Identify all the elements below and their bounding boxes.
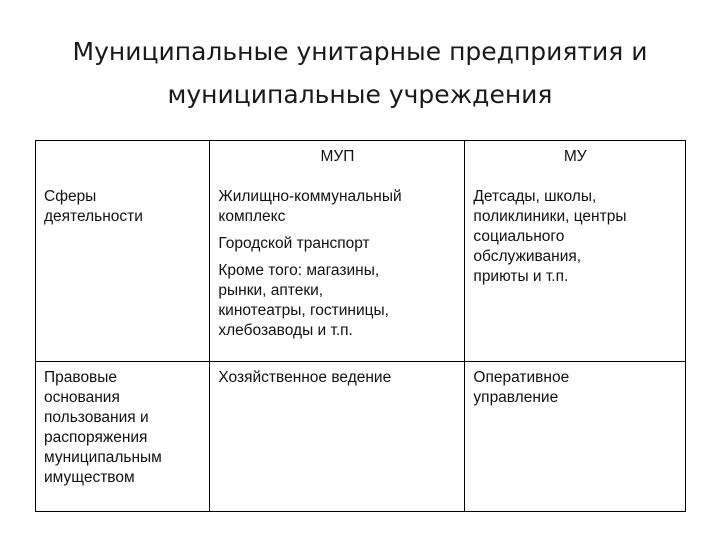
cell-line: комплекс (218, 208, 286, 225)
page-title-line-1: Муниципальные унитарные предприятия и (72, 37, 648, 66)
comparison-table (35, 140, 686, 512)
table-cell-activity-label (36, 141, 210, 362)
row-label-line: муниципальным (44, 449, 162, 466)
cell-line: Жилищно-коммунальный (218, 188, 402, 205)
column-header-mup: МУП (320, 148, 355, 165)
cell-paragraph (218, 261, 456, 341)
cell-line: кинотеатры, гостиницы, (218, 302, 389, 319)
cell-line: поликлиники, центры (473, 208, 627, 225)
cell-paragraph (218, 234, 456, 254)
cell-line: Детсады, школы, (473, 188, 597, 205)
cell-line: обслуживания, (473, 248, 582, 265)
cell-line: социального (473, 228, 565, 245)
row-label-line: деятельности (44, 208, 143, 225)
table-cell-legal-mu (465, 362, 686, 512)
cell-line: Хозяйственное ведение (218, 369, 392, 386)
row-label-line: пользования и (44, 409, 149, 426)
cell-paragraph (218, 187, 456, 227)
table-cell-activity-mup (210, 141, 465, 362)
cell-line: хлебозаводы и т.п. (218, 322, 353, 339)
page-title (20, 30, 700, 116)
cell-line: приюты и т.п. (473, 268, 569, 285)
row-label-line: Сферы (44, 188, 97, 205)
cell-line: Кроме того: магазины, (218, 262, 380, 279)
cell-line: рынки, аптеки, (218, 282, 324, 299)
row-label-line: Правовые (44, 369, 118, 386)
cell-line: управление (473, 389, 559, 406)
cell-line: Оперативное (473, 369, 570, 386)
table-cell-activity-mu (465, 141, 686, 362)
page-title-line-2: муниципальные учреждения (167, 80, 553, 109)
table-row (36, 141, 686, 362)
table-row (36, 362, 686, 512)
table-cell-legal-mup (210, 362, 465, 512)
cell-line: Городской транспорт (218, 235, 370, 252)
row-label-line: распоряжения (44, 429, 148, 446)
column-header-mu: МУ (563, 148, 587, 165)
row-label-line: основания (44, 389, 120, 406)
column-header-empty (44, 147, 201, 167)
table-cell-legal-label (36, 362, 210, 512)
row-label-line: имуществом (44, 469, 135, 486)
